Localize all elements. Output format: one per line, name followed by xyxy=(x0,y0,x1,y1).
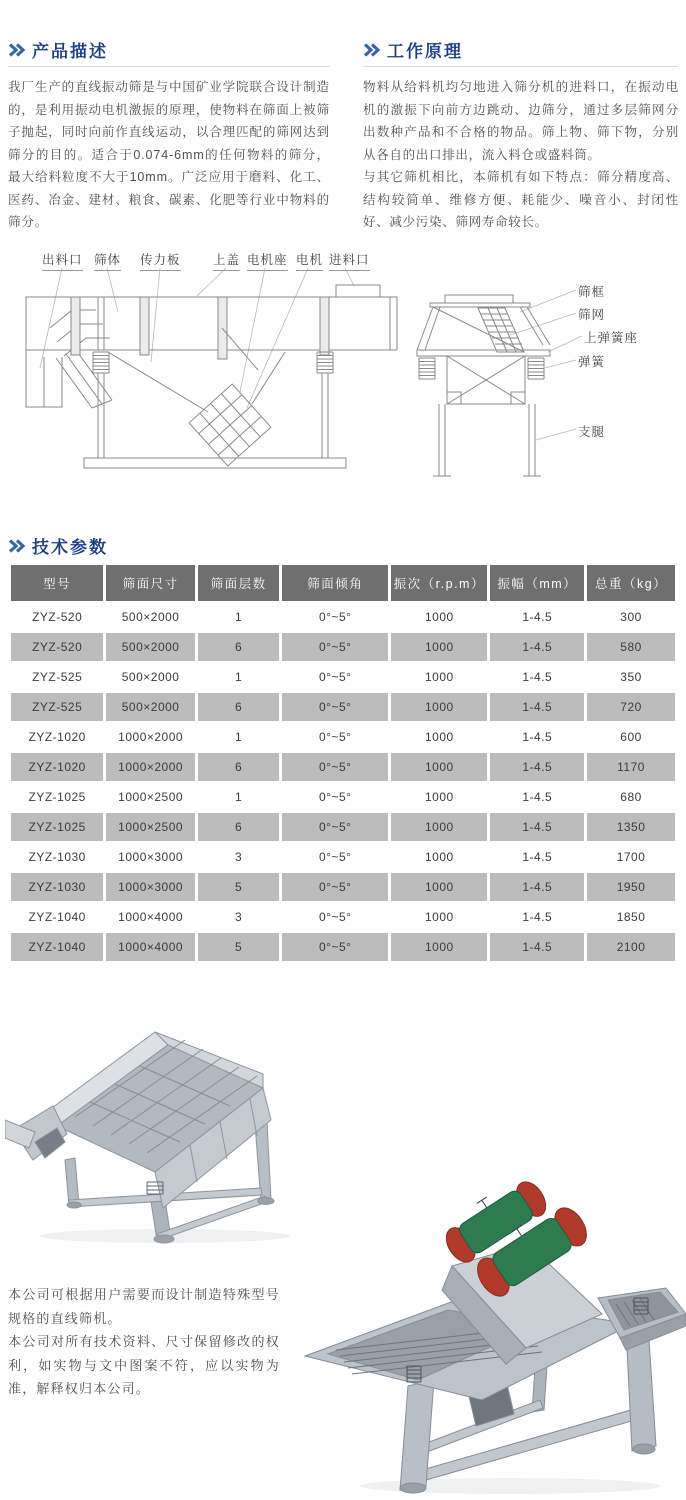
diagram-label-motor: 电机 xyxy=(296,250,323,271)
table-cell: 0°~5° xyxy=(282,843,388,871)
table-cell: 1000 xyxy=(391,633,487,661)
paragraph: 与其它筛机相比，本筛机有如下特点：筛分精度高、结构较简单、维修方便、耗能少、噪音小、封闭性好、减少污染、筛网寿命较长。 xyxy=(363,170,679,229)
legs xyxy=(98,373,328,458)
table-cell: 1000×3000 xyxy=(106,843,195,871)
table-cell: 3 xyxy=(198,903,279,931)
page-title: 产品描述 xyxy=(32,42,108,61)
section-title-tech-params xyxy=(8,533,108,558)
divider xyxy=(363,66,678,67)
table-cell: ZYZ-1025 xyxy=(11,783,103,811)
table-cell: 5 xyxy=(198,873,279,901)
table-row xyxy=(11,753,675,781)
table-cell: 1700 xyxy=(587,843,675,871)
table-cell: ZYZ-525 xyxy=(11,663,103,691)
column-header: 振幅（mm） xyxy=(490,565,584,601)
table-cell: 1850 xyxy=(587,903,675,931)
screen-mesh xyxy=(478,308,524,352)
table-cell: 0°~5° xyxy=(282,783,388,811)
feed-inlet xyxy=(336,285,380,297)
technical-diagram xyxy=(0,240,686,530)
diagram-label-spring-seat: 上弹簧座 xyxy=(584,331,639,345)
table-cell: 1-4.5 xyxy=(490,633,584,661)
table-row xyxy=(11,693,675,721)
table-cell: 500×2000 xyxy=(106,633,195,661)
table-cell: 720 xyxy=(587,693,675,721)
diagram-label-support-leg: 支腿 xyxy=(578,425,606,439)
table-cell: 1000 xyxy=(391,693,487,721)
table-row xyxy=(11,663,675,691)
table-cell: 1-4.5 xyxy=(490,873,584,901)
table-cell: 1000×2500 xyxy=(106,783,195,811)
spring xyxy=(419,358,435,379)
table-cell: 1 xyxy=(198,723,279,751)
double-chevron-icon xyxy=(8,539,27,553)
paragraph: 本公司对所有技术资料、尺寸保留修改的权利，如实物与文中图案不符，应以实物为准，解释权归本公司。 xyxy=(8,1334,280,1396)
end-view-drawing xyxy=(417,290,582,476)
diagram-label-spring: 弹簧 xyxy=(578,355,606,369)
side-view-drawing xyxy=(26,268,397,468)
table-cell: 1-4.5 xyxy=(490,813,584,841)
table-cell: 1-4.5 xyxy=(490,693,584,721)
table-cell: ZYZ-1030 xyxy=(11,873,103,901)
table-cell: 1000 xyxy=(391,783,487,811)
table-cell: 500×2000 xyxy=(106,603,195,631)
table-cell: 2100 xyxy=(587,933,675,961)
table-row xyxy=(11,843,675,871)
table-cell: 0°~5° xyxy=(282,723,388,751)
table-cell: 1000 xyxy=(391,873,487,901)
table-cell: 1000 xyxy=(391,603,487,631)
table-cell: 1000×4000 xyxy=(106,903,195,931)
diagram-label-force-plate: 传力板 xyxy=(140,250,181,271)
table-cell: 0°~5° xyxy=(282,813,388,841)
table-row xyxy=(11,783,675,811)
table-cell: 5 xyxy=(198,933,279,961)
table-cell: 1350 xyxy=(587,813,675,841)
diagram-label-outlet: 出料口 xyxy=(42,250,83,271)
section-title-text: 技术参数 xyxy=(32,538,108,557)
diagram-label-screen-body: 筛体 xyxy=(94,250,121,271)
column-header: 振次（r.p.m） xyxy=(391,565,487,601)
table-cell: ZYZ-1040 xyxy=(11,933,103,961)
table-cell: 1170 xyxy=(587,753,675,781)
table-cell: 1-4.5 xyxy=(490,933,584,961)
double-chevron-icon xyxy=(363,43,382,57)
table-cell: ZYZ-520 xyxy=(11,633,103,661)
table-cell: 500×2000 xyxy=(106,693,195,721)
footer-note xyxy=(8,1283,280,1401)
table-cell: 1-4.5 xyxy=(490,663,584,691)
table-cell: 1-4.5 xyxy=(490,723,584,751)
product-photo-motor-screen xyxy=(300,1148,686,1498)
table-cell: 1000×3000 xyxy=(106,873,195,901)
paragraph: 物料从给料机均匀地进入筛分机的进料口，在振动电机的激振下向前方边跳动、边筛分，通过多层筛网分出数种产品和不合格的物品。筛上物、筛下物，分别从各自的出口排出，流入料仓或盛料筒。 xyxy=(363,80,679,162)
table-cell: 300 xyxy=(587,603,675,631)
table-cell: 0°~5° xyxy=(282,753,388,781)
column-header: 筛面尺寸 xyxy=(106,565,195,601)
paragraph: 我厂生产的直线振动筛是与中国矿业学院联合设计制造的，是利用振动电机激振的原理，使物料在筛面上被筛子抛起，同时向前作直线运动，以合理匹配的筛网达到筛分的目的。适合于0.074-6mm的任何物料的筛分，最大给料粒度不大于10mm。广泛应用于磨料、化工、医药、冶金、建材、粮食、碳素、化肥等行业中物料的筛分。 xyxy=(8,80,330,229)
table-cell: 1-4.5 xyxy=(490,753,584,781)
column-header: 型号 xyxy=(11,565,103,601)
table-cell: 1-4.5 xyxy=(490,843,584,871)
spring xyxy=(528,358,544,379)
diagram-label-motor-base: 电机座 xyxy=(247,250,288,271)
column-header: 筛面层数 xyxy=(198,565,279,601)
table-cell: 1000 xyxy=(391,723,487,751)
diagram-label-screen-mesh: 筛网 xyxy=(578,308,606,322)
table-cell: 0°~5° xyxy=(282,903,388,931)
table-cell: ZYZ-520 xyxy=(11,603,103,631)
table-cell: 1000×4000 xyxy=(106,933,195,961)
table-cell: 1000 xyxy=(391,753,487,781)
diagram-label-feed-inlet: 进料口 xyxy=(329,250,370,271)
table-cell: ZYZ-1030 xyxy=(11,843,103,871)
double-chevron-icon xyxy=(8,43,27,57)
working-principle-text xyxy=(363,76,679,234)
table-cell: 1000 xyxy=(391,813,487,841)
table-cell: 0°~5° xyxy=(282,603,388,631)
table-cell: 1 xyxy=(198,603,279,631)
table-cell: 0°~5° xyxy=(282,933,388,961)
table-row xyxy=(11,633,675,661)
table-cell: 1000×2000 xyxy=(106,723,195,751)
motor-grid xyxy=(189,384,271,466)
tech-params-table xyxy=(8,563,678,963)
base xyxy=(84,458,346,468)
table-row xyxy=(11,903,675,931)
table-header-row xyxy=(11,565,675,601)
product-photo-linear-screen xyxy=(5,1012,315,1247)
table-cell: 1 xyxy=(198,663,279,691)
table-cell: ZYZ-1025 xyxy=(11,813,103,841)
table-cell: 1 xyxy=(198,783,279,811)
table-cell: 1-4.5 xyxy=(490,783,584,811)
table-cell: 0°~5° xyxy=(282,873,388,901)
table-cell: 1000 xyxy=(391,663,487,691)
table-cell: 0°~5° xyxy=(282,633,388,661)
leader-lines xyxy=(510,290,582,440)
table-row xyxy=(11,933,675,961)
product-description-text xyxy=(8,76,330,234)
table-row xyxy=(11,873,675,901)
section-title-product-description xyxy=(8,37,108,62)
table-cell: 600 xyxy=(587,723,675,751)
diagram-label-top-cover: 上盖 xyxy=(213,250,240,271)
table-cell: 580 xyxy=(587,633,675,661)
column-header: 总重（kg） xyxy=(587,565,675,601)
table-row xyxy=(11,603,675,631)
table-cell: 1000 xyxy=(391,933,487,961)
table-cell: 3 xyxy=(198,843,279,871)
table-cell: 0°~5° xyxy=(282,663,388,691)
table-cell: 0°~5° xyxy=(282,693,388,721)
table-row xyxy=(11,723,675,751)
table-cell: 500×2000 xyxy=(106,663,195,691)
section-title-text: 工作原理 xyxy=(387,42,463,61)
spring xyxy=(317,352,333,373)
table-cell: 6 xyxy=(198,753,279,781)
table-cell: ZYZ-1040 xyxy=(11,903,103,931)
table-cell: ZYZ-525 xyxy=(11,693,103,721)
table-cell: 1000 xyxy=(391,903,487,931)
column-header: 筛面倾角 xyxy=(282,565,388,601)
table-cell: 1000×2500 xyxy=(106,813,195,841)
table-cell: ZYZ-1020 xyxy=(11,723,103,751)
table-cell: 1000×2000 xyxy=(106,753,195,781)
paragraph: 本公司可根据用户需要而设计制造特殊型号规格的直线筛机。 xyxy=(8,1287,280,1326)
table-cell: 1000 xyxy=(391,843,487,871)
table-cell: 6 xyxy=(198,813,279,841)
table-cell: 6 xyxy=(198,693,279,721)
table-row xyxy=(11,813,675,841)
table-cell: 1950 xyxy=(587,873,675,901)
table-cell: 1-4.5 xyxy=(490,603,584,631)
table-cell: 350 xyxy=(587,663,675,691)
diagram-label-screen-frame: 筛框 xyxy=(578,285,606,299)
divider xyxy=(8,66,330,67)
table-cell: 680 xyxy=(587,783,675,811)
support-legs xyxy=(433,404,541,476)
table-cell: 1-4.5 xyxy=(490,903,584,931)
spring xyxy=(93,352,109,373)
table-cell: ZYZ-1020 xyxy=(11,753,103,781)
table-cell: 6 xyxy=(198,633,279,661)
section-title-working-principle xyxy=(363,37,463,62)
